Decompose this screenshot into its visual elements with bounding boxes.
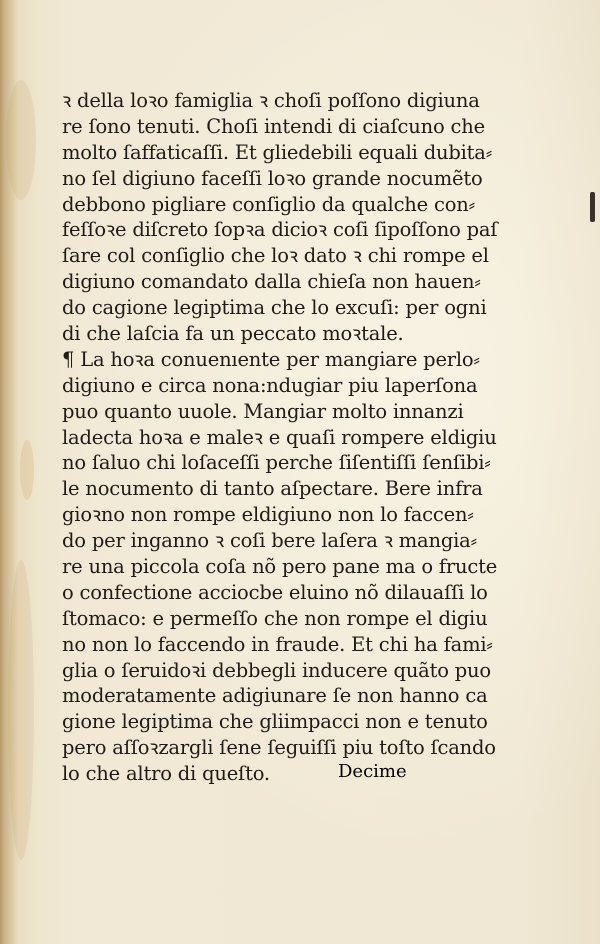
paper-stain xyxy=(8,560,34,860)
text-line: glia o ſeruidoꝛi debbegli inducere quãto puo xyxy=(62,658,491,682)
text-line: do cagione legiptima che lo excuſi: per ogni xyxy=(62,296,487,320)
text-line: digiuno comandato dalla chieſa non hauen⸗ xyxy=(62,270,481,294)
paper-stain xyxy=(6,80,36,200)
text-line: molto ſaffaticaſſi. Et gliedebili equali dubita⸗ xyxy=(62,140,493,164)
text-line: digiuno e circa nona:ndugiar piu laperſona xyxy=(62,373,478,397)
paper-stain xyxy=(20,440,34,500)
margin-mark xyxy=(590,192,595,222)
text-line: le nocumento di tanto aſpectare. Bere infra xyxy=(62,477,483,501)
text-line: ladecta hoꝛa e maleꝛ e quaſi rompere eldigiu xyxy=(62,425,497,449)
text-line: o confectione acciocbe eluino nõ dilauaſſi lo xyxy=(62,580,488,604)
text-line: ¶ La hoꝛa conuenıente per mangiare perlo⸗ xyxy=(62,347,480,371)
text-line: moderatamente adigiunare ſe non hanno ca xyxy=(62,684,488,708)
text-line: feſſoꝛe diſcreto ſopꝛa dicioꝛ coſi ſipoſſono paſ xyxy=(62,218,498,242)
text-line: debbono pigliare conſiglio da qualche con⸗ xyxy=(62,192,475,216)
text-line: gioꝛno non rompe eldigiuno non lo faccen⸗ xyxy=(62,503,474,527)
text-line: re ſono tenuti. Choſi intendi di ciaſcuno che xyxy=(62,114,485,138)
text-line: gione legiptima che gliimpacci non e tenuto xyxy=(62,710,488,734)
text-line: no non lo faccendo in fraude. Et chi ha fami⸗ xyxy=(62,632,493,656)
catchword: Decime xyxy=(338,761,407,783)
text-line: ſtomaco: e permeſſo che non rompe el digiu xyxy=(62,606,488,630)
text-line: ſare col conſiglio che loꝛ dato ꝛ chi rompe el xyxy=(62,244,489,268)
text-line: no ſaluo chi loſaceſſi perche ſiſentiſſi ſenſibi⸗ xyxy=(62,451,491,475)
text-line: di che laſcia fa un peccato moꝛtale. xyxy=(62,322,404,346)
text-line: lo che altro di queſto. xyxy=(62,762,270,786)
text-line: pero aſſoꝛzargli ſene ſeguiſſi piu toſto ſcando xyxy=(62,736,496,760)
text-line: no ſel digiuno faceſſi loꝛo grande nocumẽto xyxy=(62,166,483,190)
text-block xyxy=(62,88,498,787)
text-line: puo quanto uuole. Mangiar molto innanzi xyxy=(62,399,464,423)
text-line: re una piccola coſa nõ pero pane ma o fructe xyxy=(62,555,498,579)
text-line: ꝛ della loꝛo famiglia ꝛ choſi poſſono digiuna xyxy=(62,89,480,112)
text-line: do per inganno ꝛ coſi bere laſera ꝛ mangia⸗ xyxy=(62,529,477,553)
